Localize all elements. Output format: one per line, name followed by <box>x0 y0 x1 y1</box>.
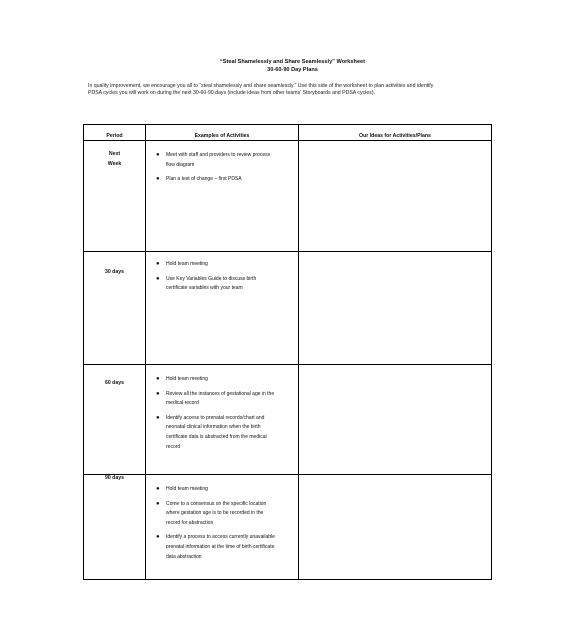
activity-line: Use Key Variables Guide to discuss birth <box>166 275 257 282</box>
row-divider <box>84 140 491 141</box>
period-label-line: Next <box>108 151 121 157</box>
period-label-line: 30 days <box>104 269 125 275</box>
activity-line: flow diagram <box>166 161 195 168</box>
plan-table <box>83 124 492 580</box>
page-title <box>0 58 585 74</box>
activity-item <box>156 151 301 170</box>
period-label <box>84 267 145 277</box>
activity-line: prenatal information at the time of birth certificate <box>166 543 275 550</box>
intro-line-1: In quality improvement, we encourage you all to “steal shamelessly and share seamlessly.” Use this side of the worksheet to plan activities and identify <box>88 83 434 89</box>
period-label <box>84 149 145 169</box>
bullet-icon: ● <box>156 486 160 492</box>
row-divider <box>84 474 491 475</box>
activity-item <box>156 175 301 185</box>
bullet-icon: ● <box>156 152 160 158</box>
bullet-icon: ● <box>156 390 160 397</box>
activities-list <box>156 151 301 190</box>
activity-line: record for abstraction <box>166 519 214 526</box>
activity-line: record <box>166 443 181 450</box>
bullet-icon: ● <box>156 500 160 507</box>
activity-item <box>156 275 301 294</box>
activity-item <box>156 375 301 385</box>
activity-line: where gestation age is to be recorded in the <box>166 510 264 517</box>
activities-list <box>156 485 301 567</box>
activity-line: data abstraction <box>166 553 202 560</box>
bullet-icon: ● <box>156 414 160 421</box>
period-label-line: 60 days <box>104 380 125 386</box>
period-label <box>84 378 145 388</box>
activity-line: Review all the instances of gestational age in the <box>166 390 275 397</box>
activity-item <box>156 260 301 270</box>
activity-item <box>156 414 301 452</box>
bullet-icon: ● <box>156 261 160 267</box>
activity-line: certificate variables with your team <box>166 285 243 292</box>
activity-item <box>156 485 301 495</box>
bullet-icon: ● <box>156 275 160 282</box>
activity-line: Plan a test of change – first PDSA <box>166 176 242 183</box>
title-line-1: “Steal Shamelessly and Share Seamlessly” Worksheet <box>219 59 366 65</box>
row-divider <box>84 364 491 365</box>
header-ideas: Our Ideas for Activities/Plans <box>359 133 431 139</box>
intro-line-2: PDSA cycles you will work on during the next 30-60-90 days (include ideas from other teams’ Storyboards and PDSA cycles). <box>88 90 375 97</box>
period-label-line: Week <box>107 161 122 167</box>
activity-item <box>156 533 301 562</box>
activity-line: Hold team meeting <box>166 376 208 382</box>
activities-list <box>156 260 301 299</box>
bullet-icon: ● <box>156 376 160 382</box>
title-line-2: 30-60-90 Day Plans <box>267 67 318 73</box>
header-period: Period <box>106 133 123 139</box>
activity-line: Identify a process to access currently unavailable <box>166 534 275 541</box>
activity-line: neonatal clinical information when the birth <box>166 424 261 431</box>
header-examples: Examples of Activities <box>194 133 250 139</box>
activity-line: Identify access to prenatal records/chart and <box>166 414 265 421</box>
bullet-icon: ● <box>156 534 160 541</box>
activity-line: medical record <box>166 400 199 407</box>
activity-line: certificate data is abstracted from the medical <box>166 433 267 440</box>
intro-paragraph <box>88 83 498 98</box>
period-label <box>84 473 145 483</box>
activity-line: Come to a consensus on the specific location <box>166 500 267 507</box>
row-divider <box>84 251 491 252</box>
bullet-icon: ● <box>156 176 160 183</box>
activity-line: Hold team meeting <box>166 261 208 267</box>
activity-line: Meet with staff and providers to review process <box>166 152 271 158</box>
activity-line: Hold team meeting <box>166 486 208 492</box>
activity-item <box>156 390 301 409</box>
column-divider <box>145 125 146 579</box>
activity-item <box>156 500 301 529</box>
period-label-line: 90 days <box>104 475 125 481</box>
activities-list <box>156 375 301 457</box>
